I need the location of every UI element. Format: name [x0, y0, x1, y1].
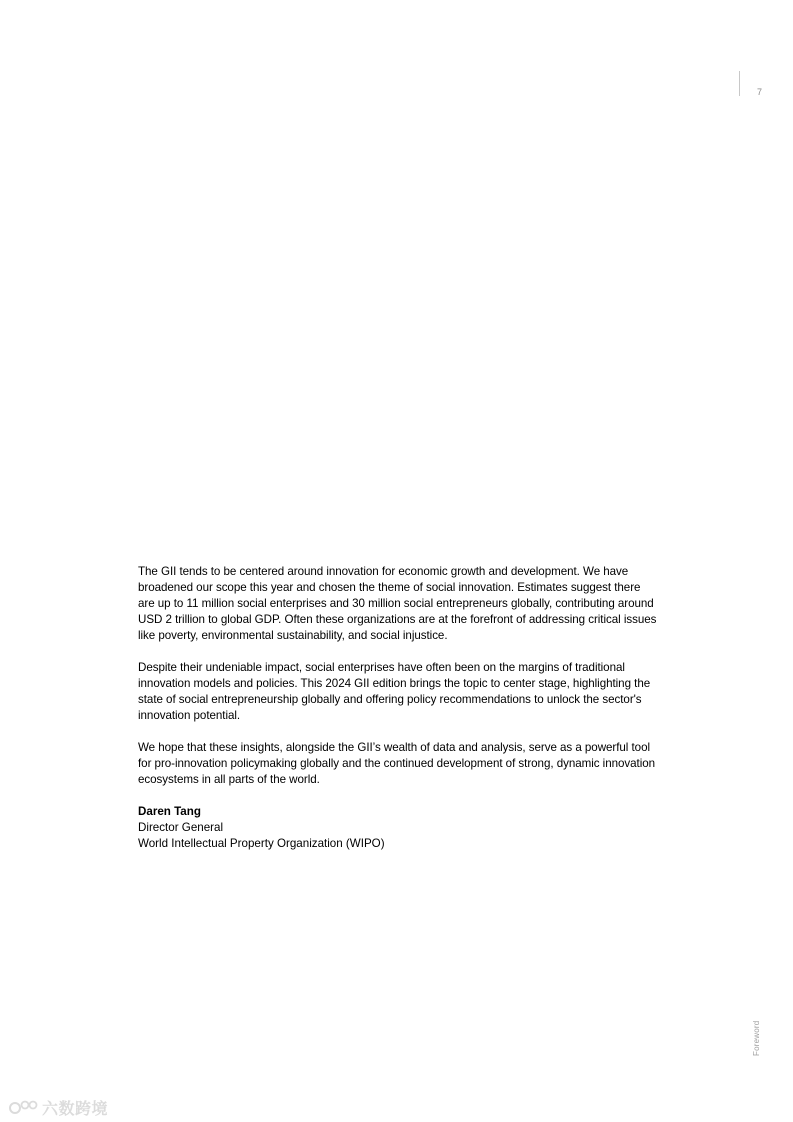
watermark-text: 六数跨境	[42, 1101, 109, 1118]
signatory-organization: World Intellectual Property Organization (WIPO)	[138, 837, 385, 850]
signatory-title: Director General	[138, 821, 224, 834]
section-label: Foreword	[752, 1020, 761, 1056]
foreword-body	[138, 564, 658, 804]
watermark	[8, 1096, 108, 1119]
watermark-logo-icon	[8, 1099, 38, 1117]
page-number: 7	[757, 87, 763, 97]
signature-block	[138, 804, 385, 852]
signatory-name: Daren Tang	[138, 805, 201, 818]
paragraph-2: Despite their undeniable impact, social enterprises have often been on the margins of traditional innovation models and policies. This 2024 GII edition brings the topic to center stage, highlighting the state of social entrepreneurship globally and offering policy recommendations to unlock the sector's innovation potential.	[138, 661, 651, 722]
paragraph-1: The GII tends to be centered around innovation for economic growth and development. We have broadened our scope this year and chosen the theme of social innovation. Estimates suggest there are up to 11 million social enterprises and 30 million social entrepreneurs globally, contributing around USD 2 trillion to global GDP. Often these organizations are at the forefront of addressing critical issues like poverty, environmental sustainability, and social injustice.	[138, 565, 657, 642]
page-number-divider	[739, 71, 740, 96]
paragraph-3: We hope that these insights, alongside the GII’s wealth of data and analysis, serve as a powerful tool for pro-innovation policymaking globally and the continued development of strong, dynamic innovation ecosystems in all parts of the world.	[138, 741, 656, 786]
